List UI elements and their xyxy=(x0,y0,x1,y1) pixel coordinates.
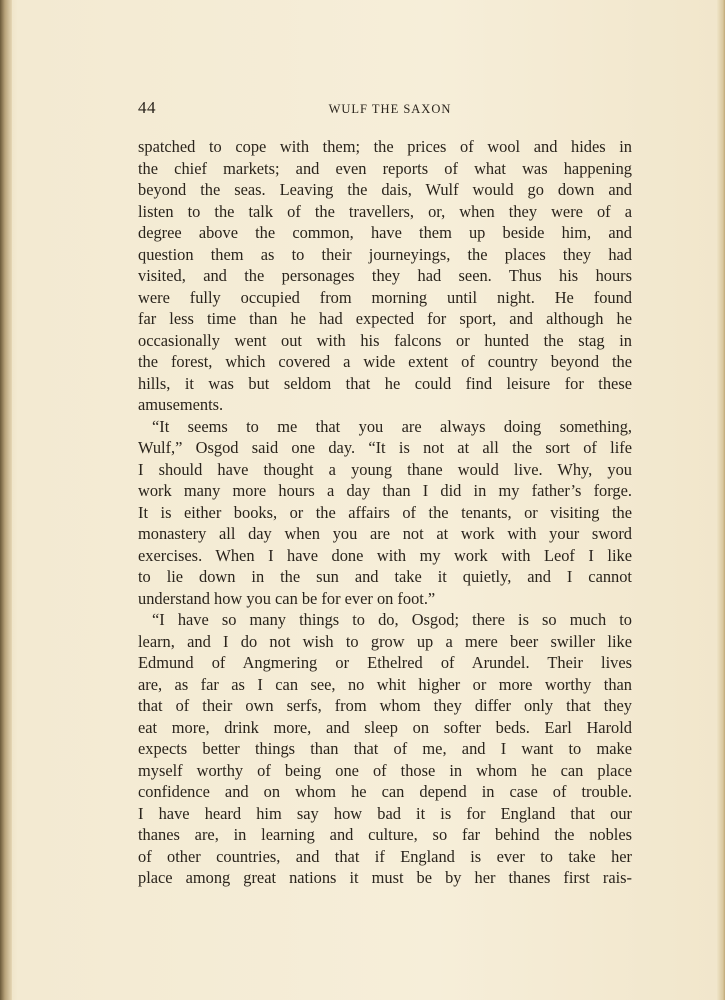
text-line: exercises. When I have done with my work with Leof I like xyxy=(138,545,632,565)
text-line: expects better things than that of me, and I want to make xyxy=(138,739,632,758)
text-line: the chief markets; and even reports of what was happening xyxy=(138,158,632,178)
text-line: amusements. xyxy=(138,395,224,414)
text-line: visited, and the personages they had seen. Thus his hours xyxy=(138,266,632,285)
text-line: are, as far as I can see, no whit higher or more worthy than xyxy=(138,674,632,694)
text-line: the forest, which covered a wide extent of country beyond the xyxy=(138,352,632,371)
text-line: understand how you can be for ever on foot.” xyxy=(138,588,436,608)
running-head xyxy=(138,98,632,122)
text-line: question them as to their journeyings, the places they had xyxy=(138,244,632,264)
text-line: of other countries, and that if England is ever to take her xyxy=(138,846,632,866)
text-line: confidence and on whom he can depend in case of trouble. xyxy=(138,782,632,801)
text-line: Wulf,” Osgod said one day. “It is not at all the sort of life xyxy=(138,438,632,457)
page-number: 44 xyxy=(138,98,156,117)
text-line: hills, it was but seldom that he could find leisure for these xyxy=(138,373,632,393)
text-line: place among great nations it must be by her thanes first rais- xyxy=(138,868,632,887)
text-line: degree above the common, have them up beside him, and xyxy=(138,223,632,242)
text-line: that of their own serfs, from whom they differ only that they xyxy=(138,696,632,715)
book-title: WULF THE SAXON xyxy=(328,102,452,116)
text-line: myself worthy of being one of those in whom he can place xyxy=(138,760,632,780)
text-line: I should have thought a young thane would live. Why, you xyxy=(138,459,632,479)
body-text xyxy=(138,136,632,889)
text-line: It is either books, or the affairs of the tenants, or visiting the xyxy=(138,502,632,522)
page-gutter-edge xyxy=(0,0,12,1000)
page-outer-edge xyxy=(717,0,725,1000)
text-line: far less time than he had expected for sport, and although he xyxy=(138,309,632,328)
text-line: I have heard him say how bad it is for England that our xyxy=(138,803,632,823)
text-line: Edmund of Angmering or Ethelred of Arundel. Their lives xyxy=(138,653,632,672)
text-line: occasionally went out with his falcons or hunted the stag in xyxy=(138,330,632,350)
text-line: monastery all day when you are not at work with your sword xyxy=(138,524,632,543)
text-line: learn, and I do not wish to grow up a mere beer swiller like xyxy=(138,631,632,651)
text-line: beyond the seas. Leaving the dais, Wulf would go down and xyxy=(138,180,632,199)
text-line: “I have so many things to do, Osgod; there is so much to xyxy=(152,610,632,629)
text-line: work many more hours a day than I did in my father’s forge. xyxy=(138,481,632,500)
text-line: spatched to cope with them; the prices of wool and hides in xyxy=(138,137,632,156)
text-line: “It seems to me that you are always doing something, xyxy=(152,416,632,436)
text-line: thanes are, in learning and culture, so far behind the nobles xyxy=(138,825,632,844)
text-line: listen to the talk of the travellers, or, when they were of a xyxy=(138,201,632,221)
text-line: were fully occupied from morning until night. He found xyxy=(138,287,632,307)
text-line: to lie down in the sun and take it quietly, and I cannot xyxy=(138,567,632,586)
text-line: eat more, drink more, and sleep on softer beds. Earl Harold xyxy=(138,717,632,737)
